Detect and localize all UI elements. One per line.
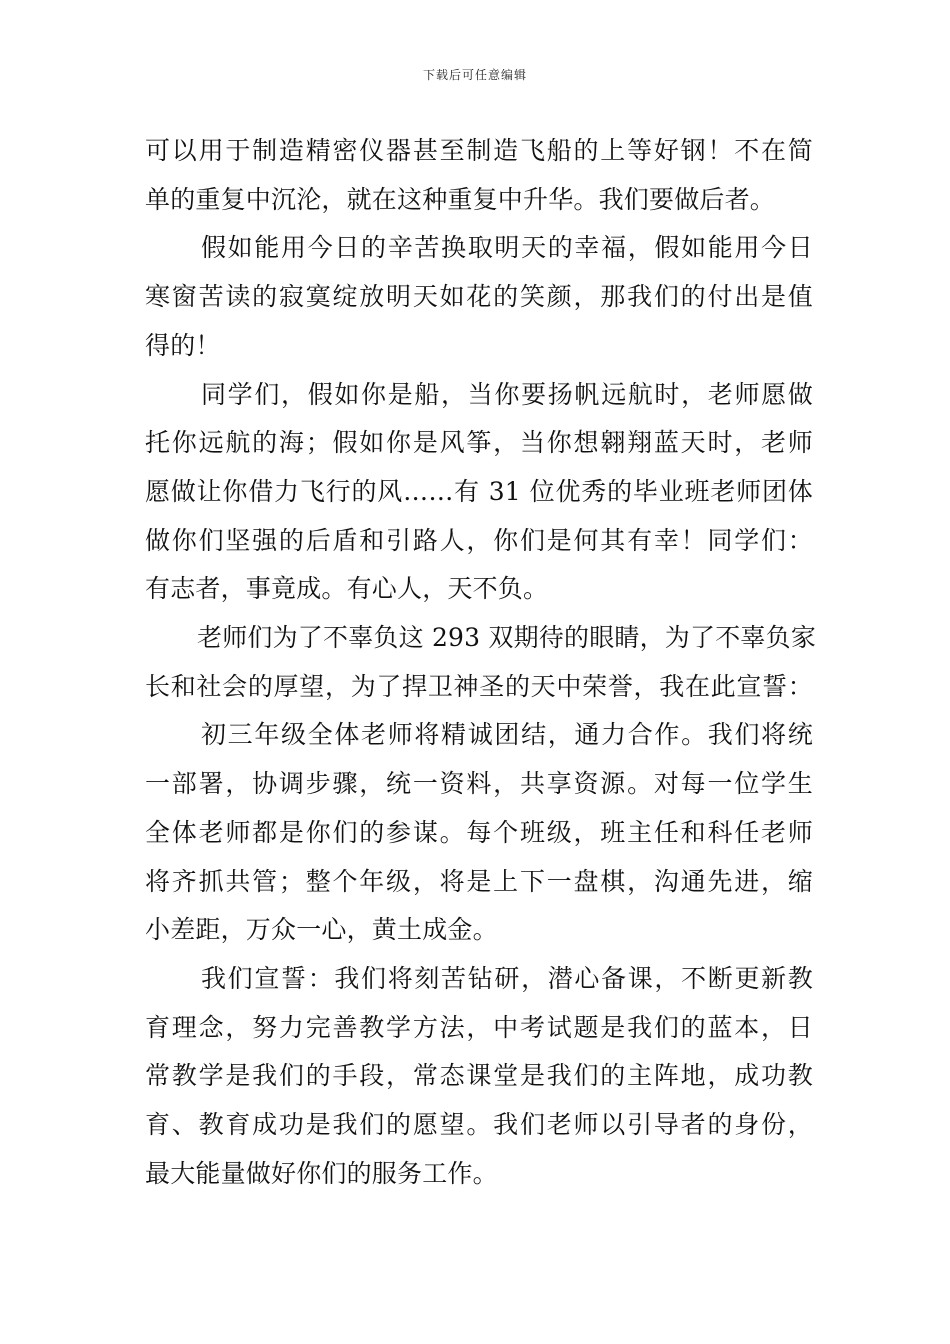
text-line: 常教学是我们的手段，常态课堂是我们的主阵地，成功教: [145, 1061, 813, 1091]
paragraph-first-line: 我们宣誓：我们将刻苦钻研，潜心备课，不断更新教: [201, 963, 813, 993]
text-line: 可以用于制造精密仪器甚至制造飞船的上等好钢！不在简: [145, 136, 813, 165]
text-line: 将齐抓共管；整个年级，将是上下一盘棋，沟通先进，缩: [145, 866, 813, 896]
text-line: 单的重复中沉沦，就在这种重复中升华。我们要做后者。: [145, 184, 776, 214]
document-body: [145, 127, 817, 1198]
text-line: 寒窗苦读的寂寞绽放明天如花的笑颜，那我们的付出是值: [145, 282, 813, 312]
text-line: 育理念，努力完善教学方法，中考试题是我们的蓝本，日: [145, 1012, 813, 1042]
paragraph-first-line: 老师们为了不辜负这 293 双期待的眼睛，为了不辜负家: [197, 623, 817, 653]
text-line: 小差距，万众一心，黄土成金。: [145, 915, 498, 945]
text-line: 愿做让你借力飞行的风……有 31 位优秀的毕业班老师团体: [145, 476, 813, 506]
paragraph-first-line: 初三年级全体老师将精诚团结，通力合作。我们将统: [201, 720, 813, 750]
text-line: 最大能量做好你们的服务工作。: [145, 1158, 498, 1188]
text-line: 长和社会的厚望，为了捍卫神圣的天中荣誉，我在此宣誓：: [145, 671, 813, 701]
text-line: 做你们坚强的后盾和引路人，你们是何其有幸！同学们：: [145, 525, 813, 555]
paragraph-first-line: 同学们，假如你是船，当你要扬帆远航时，老师愿做: [201, 379, 813, 409]
text-line: 一部署，协调步骤，统一资料，共享资源。对每一位学生: [145, 769, 813, 799]
text-line: 有志者，事竟成。有心人，天不负。: [145, 574, 549, 604]
page-header: 下载后可任意编辑: [422, 68, 527, 82]
text-line: 得的！: [145, 330, 221, 360]
text-line: 托你远航的海；假如你是风筝，当你想翱翔蓝天时，老师: [145, 428, 813, 458]
paragraph-first-line: 假如能用今日的辛苦换取明天的幸福，假如能用今日: [201, 233, 813, 263]
text-line: 全体老师都是你们的参谋。每个班级，班主任和科任老师: [145, 817, 813, 847]
text-line: 育、教育成功是我们的愿望。我们老师以引导者的身份，: [145, 1110, 813, 1140]
